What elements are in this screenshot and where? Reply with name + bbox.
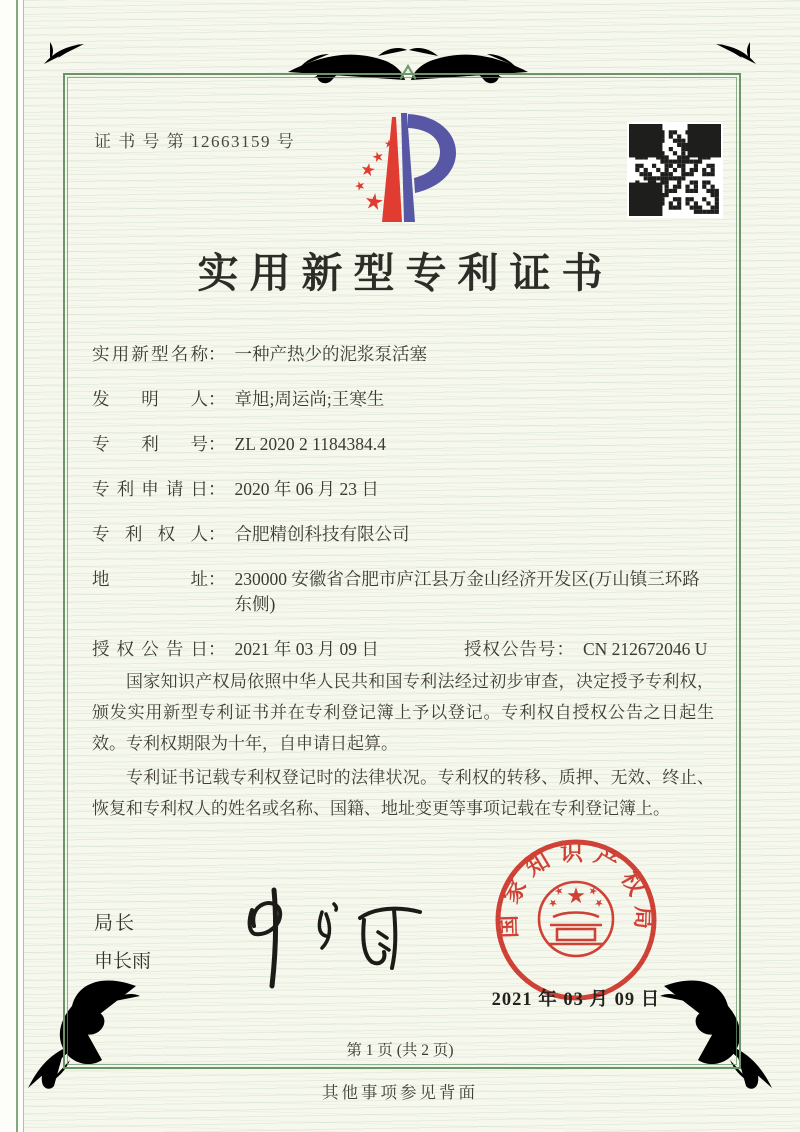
field-label: 实用新型名称 bbox=[92, 344, 208, 364]
officer-block bbox=[94, 914, 151, 971]
grant-date-value: 2021 年 03 月 09 日 bbox=[234, 639, 379, 659]
certificate-title: 实用新型专利证书 bbox=[197, 250, 614, 296]
field-row-inventors bbox=[92, 387, 716, 412]
legal-paragraph-1: 国家知识产权局依照中华人民共和国专利法经过初步审查，决定授予专利权，颁发实用新型专利证书并在专利登记簿上予以登记。专利权自授权公告之日起生效。专利权期限为十年，自申请日起算。 bbox=[92, 672, 714, 753]
cnipa-official-seal bbox=[489, 833, 663, 1007]
field-row-address bbox=[92, 567, 716, 617]
field-label: 专利权人 bbox=[92, 524, 208, 544]
utility-model-name-value: 一种产热少的泥浆泵活塞 bbox=[234, 344, 427, 364]
field-row-grant bbox=[92, 637, 716, 662]
field-row-patentee bbox=[92, 522, 716, 547]
field-label: 发明人 bbox=[92, 389, 208, 409]
grant-number-value: CN 212672046 U bbox=[583, 639, 708, 659]
field-colon: ： bbox=[208, 389, 226, 409]
officer-name: 申长雨 bbox=[94, 951, 152, 972]
page-number: 第 1 页 (共 2 页) bbox=[346, 1042, 454, 1059]
field-colon: ： bbox=[208, 524, 226, 544]
application-date-value: 2020 年 06 月 23 日 bbox=[234, 479, 379, 499]
field-label: 地址 bbox=[92, 569, 208, 589]
cnipa-logo bbox=[342, 108, 468, 228]
field-label: 专利申请日 bbox=[92, 479, 208, 499]
field-label: 授权公告日 bbox=[92, 639, 208, 659]
legal-text bbox=[92, 666, 714, 827]
patent-number-value: ZL 2020 2 1184384.4 bbox=[234, 434, 386, 454]
field-row-patent-number bbox=[92, 432, 716, 457]
patentee-value: 合肥精创科技有限公司 bbox=[234, 524, 410, 544]
legal-paragraph-2: 专利证书记载专利权登记时的法律状况。专利权的转移、质押、无效、终止、恢复和专利权人的姓名或名称、国籍、地址变更等事项记载在专利登记簿上。 bbox=[92, 768, 714, 818]
commissioner-signature bbox=[222, 884, 428, 992]
certificate-number: 证 书 号 第 12663159 号 bbox=[94, 132, 296, 151]
address-value: 230000 安徽省合肥市庐江县万金山经济开发区(万山镇三环路东侧) bbox=[234, 569, 700, 614]
inventors-value: 章旭;周运尚;王寒生 bbox=[234, 389, 385, 409]
field-colon: ： bbox=[208, 569, 226, 589]
field-colon: ： bbox=[208, 344, 226, 364]
left-edge-binding-line bbox=[16, 0, 24, 1132]
field-row-utility-name bbox=[92, 342, 716, 367]
field-colon: ： bbox=[208, 639, 226, 659]
field-colon: ： bbox=[208, 479, 226, 499]
qr-code bbox=[627, 122, 723, 218]
field-colon: ： bbox=[208, 434, 226, 454]
field-label: 专利号 bbox=[92, 434, 208, 454]
back-side-note: 其他事项参见背面 bbox=[322, 1083, 478, 1102]
field-row-application-date bbox=[92, 477, 716, 502]
officer-title: 局长 bbox=[94, 913, 137, 934]
seal-date: 2021 年 03 月 09 日 bbox=[491, 990, 661, 1010]
field-label: 授权公告号 bbox=[464, 639, 557, 659]
certificate-fields bbox=[92, 342, 716, 682]
seal-org-text: 国家知识产权局 bbox=[495, 839, 657, 939]
field-colon: ： bbox=[556, 639, 574, 659]
